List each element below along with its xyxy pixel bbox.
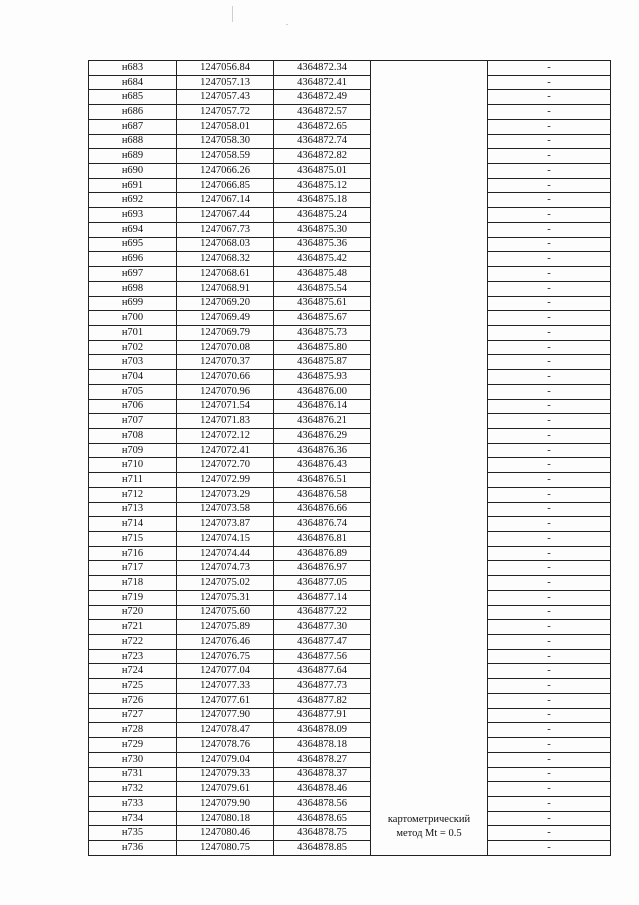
table-row <box>89 311 611 326</box>
precision-cell: - <box>488 767 611 782</box>
y-coordinate-cell: 4364877.64 <box>274 664 371 679</box>
precision-cell: - <box>488 649 611 664</box>
y-coordinate-cell: 4364878.37 <box>274 767 371 782</box>
precision-cell: - <box>488 502 611 517</box>
point-name-cell: н711 <box>89 473 177 488</box>
precision-cell: - <box>488 61 611 76</box>
precision-cell: - <box>488 811 611 826</box>
precision-cell: - <box>488 443 611 458</box>
precision-cell: - <box>488 576 611 591</box>
point-name-cell: н717 <box>89 561 177 576</box>
table-row <box>89 752 611 767</box>
table-row <box>89 473 611 488</box>
precision-cell: - <box>488 208 611 223</box>
x-coordinate-cell: 1247079.61 <box>177 782 274 797</box>
table-row <box>89 458 611 473</box>
point-name-cell: н702 <box>89 340 177 355</box>
table-row <box>89 738 611 753</box>
y-coordinate-cell: 4364875.80 <box>274 340 371 355</box>
method-label: картометрический <box>387 813 471 825</box>
y-coordinate-cell: 4364875.30 <box>274 222 371 237</box>
y-coordinate-cell: 4364876.00 <box>274 384 371 399</box>
point-name-cell: н689 <box>89 149 177 164</box>
y-coordinate-cell: 4364876.81 <box>274 532 371 547</box>
table-row <box>89 61 611 76</box>
table-row <box>89 708 611 723</box>
point-name-cell: н732 <box>89 782 177 797</box>
point-name-cell: н688 <box>89 134 177 149</box>
x-coordinate-cell: 1247074.73 <box>177 561 274 576</box>
precision-cell: - <box>488 473 611 488</box>
y-coordinate-cell: 4364875.73 <box>274 325 371 340</box>
y-coordinate-cell: 4364872.57 <box>274 105 371 120</box>
y-coordinate-cell: 4364875.36 <box>274 237 371 252</box>
table-row <box>89 340 611 355</box>
y-coordinate-cell: 4364877.91 <box>274 708 371 723</box>
precision-cell: - <box>488 252 611 267</box>
table-row <box>89 517 611 532</box>
precision-cell: - <box>488 826 611 841</box>
precision-cell: - <box>488 325 611 340</box>
table-row <box>89 414 611 429</box>
precision-cell: - <box>488 428 611 443</box>
y-coordinate-cell: 4364872.49 <box>274 90 371 105</box>
precision-cell: - <box>488 149 611 164</box>
precision-cell: - <box>488 620 611 635</box>
y-coordinate-cell: 4364875.67 <box>274 311 371 326</box>
precision-cell: - <box>488 458 611 473</box>
y-coordinate-cell: 4364877.22 <box>274 605 371 620</box>
y-coordinate-cell: 4364876.14 <box>274 399 371 414</box>
table-row <box>89 237 611 252</box>
y-coordinate-cell: 4364878.27 <box>274 752 371 767</box>
table-row <box>89 502 611 517</box>
table-row <box>89 620 611 635</box>
point-name-cell: н720 <box>89 605 177 620</box>
table-row <box>89 370 611 385</box>
table-row <box>89 75 611 90</box>
x-coordinate-cell: 1247074.15 <box>177 532 274 547</box>
x-coordinate-cell: 1247075.02 <box>177 576 274 591</box>
x-coordinate-cell: 1247069.49 <box>177 311 274 326</box>
table-row <box>89 193 611 208</box>
point-name-cell: н713 <box>89 502 177 517</box>
x-coordinate-cell: 1247074.44 <box>177 546 274 561</box>
table-row <box>89 281 611 296</box>
precision-cell: - <box>488 561 611 576</box>
x-coordinate-cell: 1247056.84 <box>177 61 274 76</box>
x-coordinate-cell: 1247072.99 <box>177 473 274 488</box>
table-row <box>89 693 611 708</box>
point-name-cell: н714 <box>89 517 177 532</box>
x-coordinate-cell: 1247076.75 <box>177 649 274 664</box>
y-coordinate-cell: 4364876.74 <box>274 517 371 532</box>
precision-cell: - <box>488 105 611 120</box>
x-coordinate-cell: 1247073.29 <box>177 487 274 502</box>
point-name-cell: н734 <box>89 811 177 826</box>
point-name-cell: н719 <box>89 590 177 605</box>
scan-artifact <box>232 6 233 22</box>
table-row <box>89 546 611 561</box>
point-name-cell: н691 <box>89 178 177 193</box>
point-name-cell: н695 <box>89 237 177 252</box>
x-coordinate-cell: 1247075.89 <box>177 620 274 635</box>
point-name-cell: н712 <box>89 487 177 502</box>
y-coordinate-cell: 4364877.05 <box>274 576 371 591</box>
point-name-cell: н725 <box>89 679 177 694</box>
point-name-cell: н703 <box>89 355 177 370</box>
table-row <box>89 826 611 841</box>
x-coordinate-cell: 1247071.54 <box>177 399 274 414</box>
precision-cell: - <box>488 841 611 856</box>
x-coordinate-cell: 1247080.75 <box>177 841 274 856</box>
point-name-cell: н701 <box>89 325 177 340</box>
point-name-cell: н708 <box>89 428 177 443</box>
table-row <box>89 222 611 237</box>
point-name-cell: н716 <box>89 546 177 561</box>
y-coordinate-cell: 4364878.85 <box>274 841 371 856</box>
y-coordinate-cell: 4364876.43 <box>274 458 371 473</box>
x-coordinate-cell: 1247075.60 <box>177 605 274 620</box>
precision-cell: - <box>488 664 611 679</box>
y-coordinate-cell: 4364877.73 <box>274 679 371 694</box>
point-name-cell: н733 <box>89 796 177 811</box>
x-coordinate-cell: 1247077.04 <box>177 664 274 679</box>
point-name-cell: н727 <box>89 708 177 723</box>
x-coordinate-cell: 1247058.59 <box>177 149 274 164</box>
y-coordinate-cell: 4364875.61 <box>274 296 371 311</box>
y-coordinate-cell: 4364878.09 <box>274 723 371 738</box>
precision-cell: - <box>488 546 611 561</box>
table-row <box>89 796 611 811</box>
y-coordinate-cell: 4364875.54 <box>274 281 371 296</box>
precision-cell: - <box>488 237 611 252</box>
precision-cell: - <box>488 267 611 282</box>
y-coordinate-cell: 4364878.75 <box>274 826 371 841</box>
table-row <box>89 208 611 223</box>
precision-cell: - <box>488 635 611 650</box>
x-coordinate-cell: 1247070.08 <box>177 340 274 355</box>
x-coordinate-cell: 1247068.61 <box>177 267 274 282</box>
table-row <box>89 811 611 826</box>
point-name-cell: н690 <box>89 164 177 179</box>
table-row <box>89 649 611 664</box>
table-row <box>89 325 611 340</box>
table-row <box>89 164 611 179</box>
x-coordinate-cell: 1247058.01 <box>177 119 274 134</box>
point-name-cell: н723 <box>89 649 177 664</box>
point-name-cell: н685 <box>89 90 177 105</box>
y-coordinate-cell: 4364876.58 <box>274 487 371 502</box>
precision-cell: - <box>488 311 611 326</box>
table-row <box>89 782 611 797</box>
point-name-cell: н706 <box>89 399 177 414</box>
table-row <box>89 767 611 782</box>
precision-cell: - <box>488 738 611 753</box>
x-coordinate-cell: 1247067.14 <box>177 193 274 208</box>
precision-cell: - <box>488 222 611 237</box>
y-coordinate-cell: 4364877.30 <box>274 620 371 635</box>
precision-cell: - <box>488 414 611 429</box>
y-coordinate-cell: 4364876.29 <box>274 428 371 443</box>
point-name-cell: н735 <box>89 826 177 841</box>
y-coordinate-cell: 4364876.21 <box>274 414 371 429</box>
y-coordinate-cell: 4364875.42 <box>274 252 371 267</box>
y-coordinate-cell: 4364876.51 <box>274 473 371 488</box>
precision-cell: - <box>488 708 611 723</box>
precision-cell: - <box>488 340 611 355</box>
precision-cell: - <box>488 178 611 193</box>
point-name-cell: н715 <box>89 532 177 547</box>
table-row <box>89 443 611 458</box>
x-coordinate-cell: 1247077.61 <box>177 693 274 708</box>
table-row <box>89 399 611 414</box>
precision-cell: - <box>488 119 611 134</box>
table-row <box>89 149 611 164</box>
method-cell <box>371 61 488 856</box>
precision-cell: - <box>488 370 611 385</box>
point-name-cell: н698 <box>89 281 177 296</box>
y-coordinate-cell: 4364875.12 <box>274 178 371 193</box>
precision-cell: - <box>488 590 611 605</box>
y-coordinate-cell: 4364877.56 <box>274 649 371 664</box>
point-name-cell: н729 <box>89 738 177 753</box>
precision-cell: - <box>488 487 611 502</box>
table-row <box>89 267 611 282</box>
x-coordinate-cell: 1247066.85 <box>177 178 274 193</box>
x-coordinate-cell: 1247077.33 <box>177 679 274 694</box>
y-coordinate-cell: 4364875.24 <box>274 208 371 223</box>
precision-cell: - <box>488 355 611 370</box>
coordinates-table-body <box>89 61 611 856</box>
table-row <box>89 841 611 856</box>
y-coordinate-cell: 4364878.18 <box>274 738 371 753</box>
x-coordinate-cell: 1247075.31 <box>177 590 274 605</box>
x-coordinate-cell: 1247070.37 <box>177 355 274 370</box>
table-row <box>89 561 611 576</box>
y-coordinate-cell: 4364875.87 <box>274 355 371 370</box>
y-coordinate-cell: 4364876.97 <box>274 561 371 576</box>
x-coordinate-cell: 1247069.20 <box>177 296 274 311</box>
x-coordinate-cell: 1247079.90 <box>177 796 274 811</box>
point-name-cell: н709 <box>89 443 177 458</box>
y-coordinate-cell: 4364876.66 <box>274 502 371 517</box>
x-coordinate-cell: 1247073.87 <box>177 517 274 532</box>
x-coordinate-cell: 1247070.66 <box>177 370 274 385</box>
x-coordinate-cell: 1247078.76 <box>177 738 274 753</box>
point-name-cell: н699 <box>89 296 177 311</box>
x-coordinate-cell: 1247066.26 <box>177 164 274 179</box>
y-coordinate-cell: 4364877.14 <box>274 590 371 605</box>
table-row <box>89 119 611 134</box>
x-coordinate-cell: 1247080.46 <box>177 826 274 841</box>
precision-cell: - <box>488 281 611 296</box>
x-coordinate-cell: 1247070.96 <box>177 384 274 399</box>
y-coordinate-cell: 4364872.34 <box>274 61 371 76</box>
y-coordinate-cell: 4364872.65 <box>274 119 371 134</box>
precision-cell: - <box>488 605 611 620</box>
point-name-cell: н722 <box>89 635 177 650</box>
point-name-cell: н684 <box>89 75 177 90</box>
y-coordinate-cell: 4364875.01 <box>274 164 371 179</box>
y-coordinate-cell: 4364877.82 <box>274 693 371 708</box>
precision-cell: - <box>488 384 611 399</box>
y-coordinate-cell: 4364878.65 <box>274 811 371 826</box>
point-name-cell: н704 <box>89 370 177 385</box>
precision-cell: - <box>488 296 611 311</box>
point-name-cell: н707 <box>89 414 177 429</box>
x-coordinate-cell: 1247057.13 <box>177 75 274 90</box>
precision-cell: - <box>488 75 611 90</box>
precision-cell: - <box>488 723 611 738</box>
y-coordinate-cell: 4364876.36 <box>274 443 371 458</box>
precision-cell: - <box>488 679 611 694</box>
x-coordinate-cell: 1247080.18 <box>177 811 274 826</box>
point-name-cell: н693 <box>89 208 177 223</box>
table-row <box>89 590 611 605</box>
point-name-cell: н724 <box>89 664 177 679</box>
table-row <box>89 679 611 694</box>
x-coordinate-cell: 1247058.30 <box>177 134 274 149</box>
x-coordinate-cell: 1247077.90 <box>177 708 274 723</box>
y-coordinate-cell: 4364875.48 <box>274 267 371 282</box>
scan-artifact <box>286 24 288 25</box>
point-name-cell: н687 <box>89 119 177 134</box>
precision-cell: - <box>488 782 611 797</box>
table-row <box>89 605 611 620</box>
precision-cell: - <box>488 796 611 811</box>
point-name-cell: н710 <box>89 458 177 473</box>
point-name-cell: н728 <box>89 723 177 738</box>
precision-cell: - <box>488 164 611 179</box>
x-coordinate-cell: 1247076.46 <box>177 635 274 650</box>
y-coordinate-cell: 4364878.46 <box>274 782 371 797</box>
x-coordinate-cell: 1247078.47 <box>177 723 274 738</box>
x-coordinate-cell: 1247072.70 <box>177 458 274 473</box>
table-row <box>89 105 611 120</box>
table-row <box>89 355 611 370</box>
table-row <box>89 90 611 105</box>
precision-cell: - <box>488 517 611 532</box>
y-coordinate-cell: 4364872.74 <box>274 134 371 149</box>
point-name-cell: н692 <box>89 193 177 208</box>
x-coordinate-cell: 1247079.04 <box>177 752 274 767</box>
precision-cell: - <box>488 193 611 208</box>
x-coordinate-cell: 1247079.33 <box>177 767 274 782</box>
x-coordinate-cell: 1247072.41 <box>177 443 274 458</box>
x-coordinate-cell: 1247067.44 <box>177 208 274 223</box>
y-coordinate-cell: 4364877.47 <box>274 635 371 650</box>
point-name-cell: н696 <box>89 252 177 267</box>
precision-cell: - <box>488 752 611 767</box>
y-coordinate-cell: 4364876.89 <box>274 546 371 561</box>
table-row <box>89 178 611 193</box>
y-coordinate-cell: 4364875.18 <box>274 193 371 208</box>
x-coordinate-cell: 1247068.32 <box>177 252 274 267</box>
table-row <box>89 532 611 547</box>
x-coordinate-cell: 1247071.83 <box>177 414 274 429</box>
table-row <box>89 134 611 149</box>
x-coordinate-cell: 1247068.91 <box>177 281 274 296</box>
point-name-cell: н718 <box>89 576 177 591</box>
y-coordinate-cell: 4364875.93 <box>274 370 371 385</box>
table-row <box>89 576 611 591</box>
precision-cell: - <box>488 90 611 105</box>
point-name-cell: н736 <box>89 841 177 856</box>
point-name-cell: н694 <box>89 222 177 237</box>
precision-cell: - <box>488 399 611 414</box>
method-accuracy: метод Mt = 0.5 <box>396 827 462 839</box>
point-name-cell: н686 <box>89 105 177 120</box>
coordinates-table <box>88 60 611 856</box>
point-name-cell: н697 <box>89 267 177 282</box>
y-coordinate-cell: 4364872.82 <box>274 149 371 164</box>
precision-cell: - <box>488 693 611 708</box>
table-row <box>89 296 611 311</box>
point-name-cell: н705 <box>89 384 177 399</box>
y-coordinate-cell: 4364878.56 <box>274 796 371 811</box>
x-coordinate-cell: 1247072.12 <box>177 428 274 443</box>
point-name-cell: н683 <box>89 61 177 76</box>
table-row <box>89 635 611 650</box>
precision-cell: - <box>488 134 611 149</box>
table-row <box>89 664 611 679</box>
table-row <box>89 384 611 399</box>
x-coordinate-cell: 1247073.58 <box>177 502 274 517</box>
point-name-cell: н700 <box>89 311 177 326</box>
x-coordinate-cell: 1247069.79 <box>177 325 274 340</box>
precision-cell: - <box>488 532 611 547</box>
x-coordinate-cell: 1247068.03 <box>177 237 274 252</box>
table-row <box>89 428 611 443</box>
x-coordinate-cell: 1247067.73 <box>177 222 274 237</box>
point-name-cell: н731 <box>89 767 177 782</box>
point-name-cell: н730 <box>89 752 177 767</box>
table-row <box>89 487 611 502</box>
table-row <box>89 723 611 738</box>
point-name-cell: н726 <box>89 693 177 708</box>
x-coordinate-cell: 1247057.72 <box>177 105 274 120</box>
point-name-cell: н721 <box>89 620 177 635</box>
y-coordinate-cell: 4364872.41 <box>274 75 371 90</box>
x-coordinate-cell: 1247057.43 <box>177 90 274 105</box>
table-row <box>89 252 611 267</box>
